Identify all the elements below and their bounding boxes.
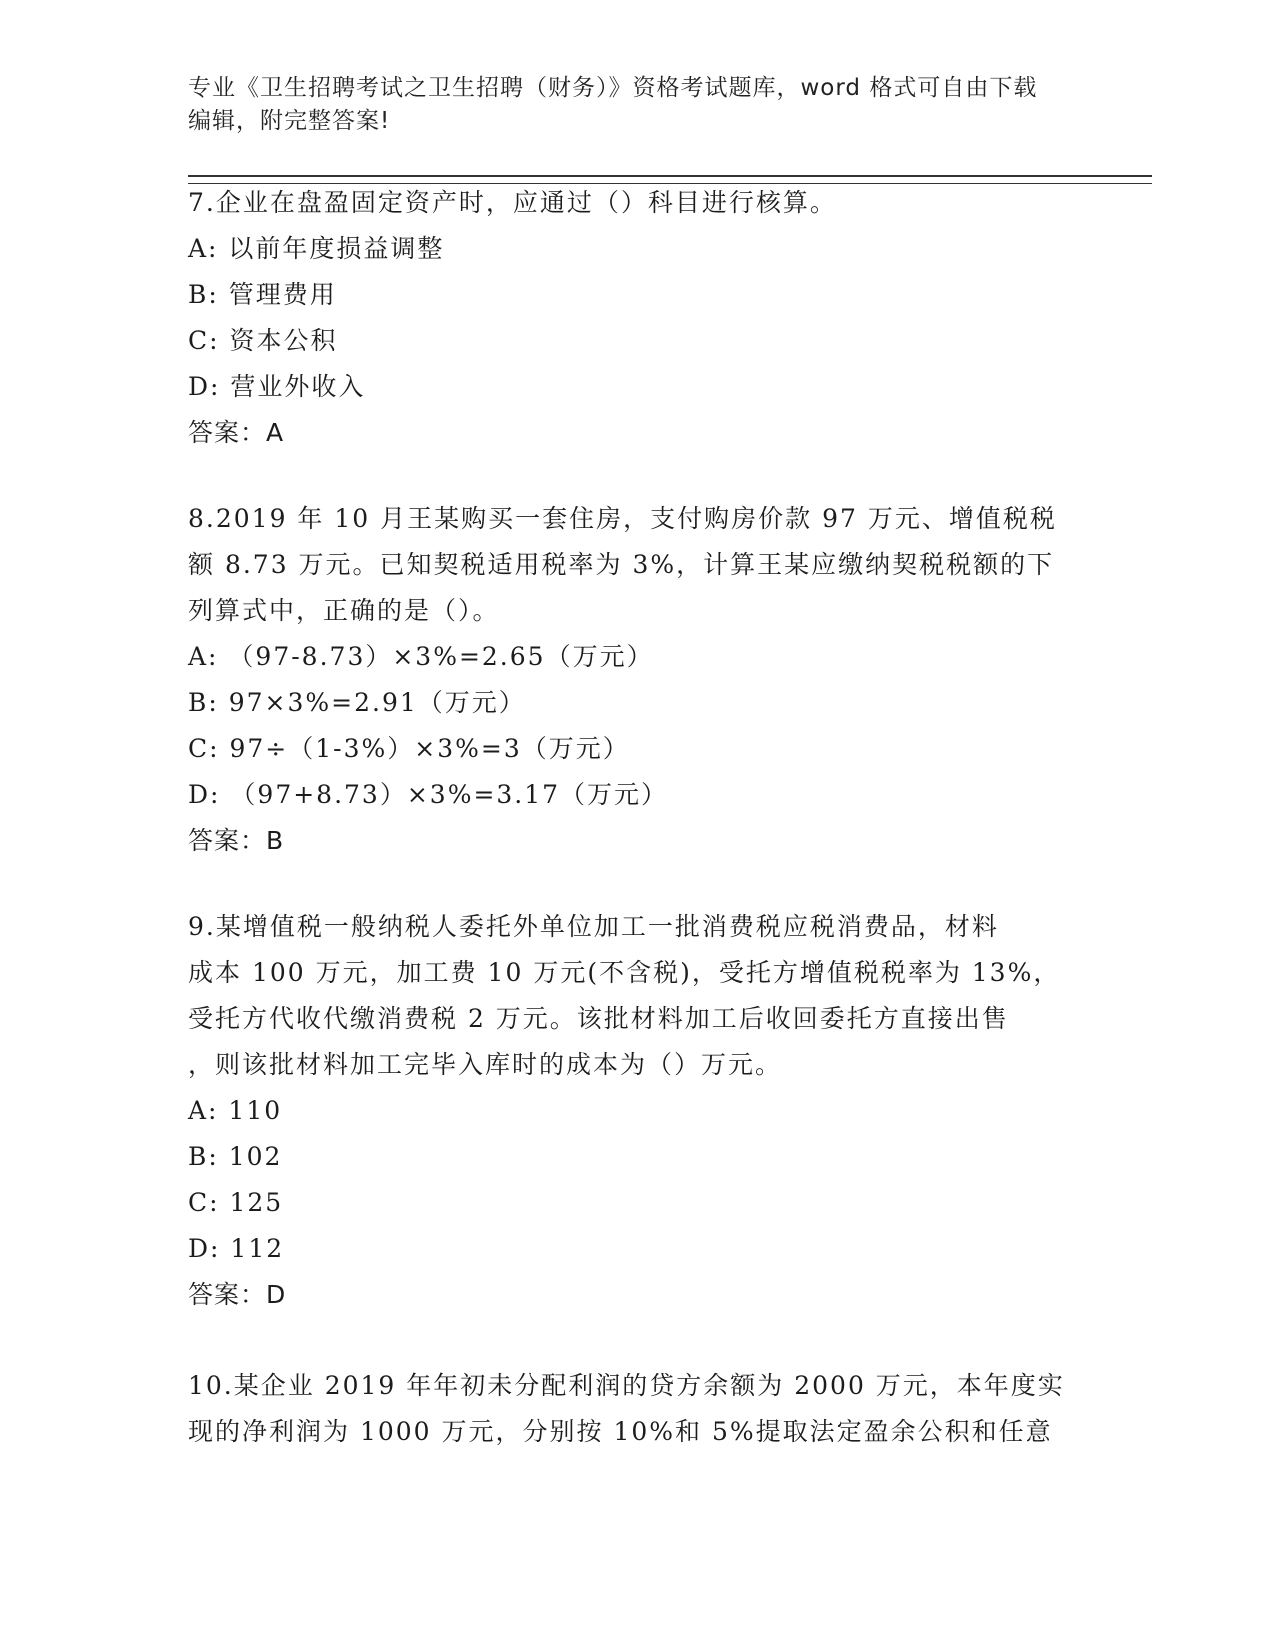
question-text: 10.某企业 2019 年年初未分配利润的贷方余额为 2000 万元，本年度实	[188, 1371, 1065, 1400]
option-b: B: 102	[188, 1142, 283, 1171]
document-header	[188, 72, 1088, 138]
option-d: D: 营业外收入	[188, 372, 366, 401]
option-c: C: 125	[188, 1188, 284, 1217]
question-10	[188, 1363, 1088, 1455]
question-text: 受托方代收代缴消费税 2 万元。该批材料加工后收回委托方直接出售	[188, 1004, 1009, 1033]
option-c: C: 资本公积	[188, 326, 338, 355]
question-text: 额 8.73 万元。已知契税适用税率为 3%，计算王某应缴纳契税税额的下	[188, 550, 1055, 579]
option-b: B: 97×3%=2.91（万元）	[188, 688, 526, 717]
question-8	[188, 496, 1088, 864]
question-text: 8.2019 年 10 月王某购买一套住房，支付购房价款 97 万元、增值税税	[188, 504, 1057, 533]
option-d: D: 112	[188, 1234, 285, 1263]
answer: 答案：D	[188, 1280, 287, 1309]
question-text: 9.某增值税一般纳税人委托外单位加工一批消费税应税消费品，材料	[188, 912, 999, 941]
header-line-1: 专业《卫生招聘考试之卫生招聘（财务）》资格考试题库，word 格式可自由下载	[188, 75, 1038, 101]
question-text: 成本 100 万元，加工费 10 万元(不含税)，受托方增值税税率为 13%，	[188, 958, 1061, 987]
option-a: A: 110	[188, 1096, 283, 1125]
option-d: D: （97+8.73）×3%=3.17（万元）	[188, 780, 669, 809]
answer: 答案：B	[188, 826, 285, 855]
question-9	[188, 904, 1088, 1318]
option-b: B: 管理费用	[188, 280, 337, 309]
answer: 答案：A	[188, 418, 285, 447]
question-text: 列算式中，正确的是（）。	[188, 596, 500, 625]
option-a: A: （97-8.73）×3%=2.65（万元）	[188, 642, 654, 671]
question-7	[188, 180, 1088, 456]
header-line-2: 编辑，附完整答案!	[188, 108, 391, 134]
option-c: C: 97÷（1-3%）×3%=3（万元）	[188, 734, 630, 763]
question-text: 现的净利润为 1000 万元，分别按 10%和 5%提取法定盈余公积和任意	[188, 1417, 1053, 1446]
question-text: 7.企业在盘盈固定资产时，应通过（）科目进行核算。	[188, 188, 837, 217]
option-a: A: 以前年度损益调整	[188, 234, 445, 263]
question-text: ，则该批材料加工完毕入库时的成本为（）万元。	[188, 1050, 783, 1079]
